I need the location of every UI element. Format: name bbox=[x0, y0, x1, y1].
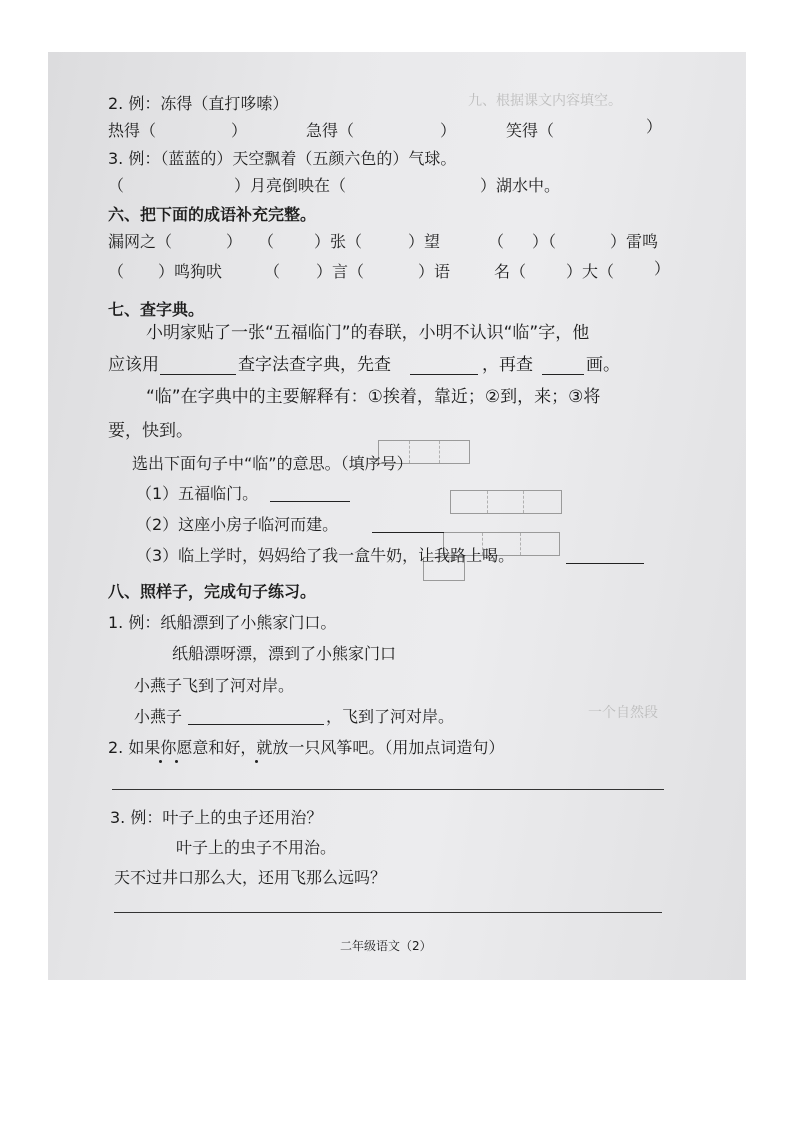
paren-close: ） bbox=[440, 121, 457, 140]
idiom-part: （ bbox=[488, 232, 505, 251]
s7-item-2: （2）这座小房子临河而建。 bbox=[136, 515, 339, 534]
idiom-part: （ bbox=[264, 262, 281, 281]
q3-example: 3. 例：（蓝蓝的）天空飘着（五颜六色的）气球。 bbox=[108, 149, 457, 168]
emphasis-dot bbox=[159, 760, 162, 763]
s8-q1-example: 1. 例：纸船漂到了小熊家门口。 bbox=[108, 613, 337, 632]
idiom-part: 漏网之（ bbox=[108, 232, 173, 251]
answer-blank[interactable] bbox=[270, 501, 350, 502]
idiom-part: ）（ bbox=[532, 232, 557, 251]
paren-close: ） bbox=[231, 121, 248, 140]
s8-q1-fill-b: ，飞到了河对岸。 bbox=[326, 707, 455, 726]
bleed-through-text: 一个自然段 bbox=[588, 705, 658, 721]
section-6-title: 六、把下面的成语补充完整。 bbox=[108, 205, 317, 224]
s7-paragraph-2a: “临”在字典中的主要解释有：①挨着，靠近；②到，来；③将 bbox=[146, 387, 601, 407]
s7-paragraph-2b: 要，快到。 bbox=[108, 421, 193, 441]
section-7-title: 七、查字典。 bbox=[108, 300, 205, 319]
bleed-through-text: 九、根据课文内容填空。 bbox=[468, 93, 622, 109]
q3-fill-b: ）湖水中。 bbox=[480, 176, 561, 195]
q3-fill-a: ）月亮倒映在（ bbox=[234, 176, 347, 195]
page-footer: 二年级语文（2） bbox=[340, 939, 432, 953]
idiom-part: ） bbox=[654, 259, 671, 278]
answer-blank[interactable] bbox=[410, 374, 478, 375]
idiom-part: （ bbox=[108, 262, 125, 281]
idiom-part: （ bbox=[258, 232, 275, 251]
q2-fill-b: 急得（ bbox=[306, 121, 355, 140]
s7-text: 应该用 bbox=[108, 355, 159, 375]
q2-example: 2. 例：冻得（直打哆嗦） bbox=[108, 94, 289, 113]
idiom-part: ）张（ bbox=[314, 232, 363, 251]
section-8-title: 八、照样子，完成句子练习。 bbox=[108, 582, 317, 601]
s8-q1-given: 小燕子飞到了河对岸。 bbox=[134, 676, 295, 695]
answer-blank[interactable] bbox=[372, 532, 444, 533]
s7-prompt: 选出下面句子中“临”的意思。（填序号） bbox=[132, 454, 413, 473]
idiom-part: ）言（ bbox=[316, 262, 365, 281]
idiom-part: 名（ bbox=[494, 262, 527, 281]
idiom-part: ）鸣狗吠 bbox=[158, 262, 223, 281]
q3-paren-open: （ bbox=[108, 176, 125, 195]
s7-text: 画。 bbox=[586, 355, 620, 375]
s8-q1-example-2: 纸船漂呀漂，漂到了小熊家门口 bbox=[172, 644, 397, 663]
s8-q3-example-2: 叶子上的虫子不用治。 bbox=[176, 838, 337, 857]
idiom-part: ）大（ bbox=[566, 262, 615, 281]
s8-q1-fill-a: 小燕子 bbox=[134, 707, 183, 726]
idiom-part: ）望 bbox=[408, 232, 441, 251]
answer-blank[interactable] bbox=[188, 724, 324, 725]
emphasis-dot bbox=[255, 760, 258, 763]
answer-line[interactable] bbox=[114, 912, 662, 913]
s7-paragraph-1a: 小明家贴了一张“五福临门”的春联，小明不认识“临”字，他 bbox=[146, 323, 590, 343]
idiom-part: ） bbox=[226, 232, 243, 251]
bleed-grid bbox=[450, 490, 562, 514]
emphasis-dot bbox=[175, 760, 178, 763]
idiom-part: ）语 bbox=[418, 262, 451, 281]
s7-item-3: （3）临上学时，妈妈给了我一盒牛奶，让我路上喝。 bbox=[136, 546, 515, 565]
s8-q2: 2. 如果你愿意和好，就放一只风筝吧。（用加点词造句） bbox=[108, 738, 505, 757]
answer-blank[interactable] bbox=[160, 374, 236, 375]
s7-text: 查字法查字典，先查 bbox=[238, 355, 391, 375]
q2-fill-a: 热得（ bbox=[108, 121, 157, 140]
s7-item-1: （1）五福临门。 bbox=[136, 484, 259, 503]
s8-q3-example: 3. 例：叶子上的虫子还用治？ bbox=[110, 808, 323, 827]
q2-fill-c: 笑得（ bbox=[506, 121, 555, 140]
idiom-part: ）雷鸣 bbox=[610, 232, 659, 251]
s7-text: ，再查 bbox=[482, 355, 533, 375]
answer-line[interactable] bbox=[112, 789, 664, 790]
answer-blank[interactable] bbox=[566, 563, 644, 564]
exam-page bbox=[48, 52, 746, 980]
answer-blank[interactable] bbox=[542, 374, 584, 375]
paren-close: ） bbox=[646, 117, 663, 136]
s8-q3-given: 天不过井口那么大，还用飞那么远吗？ bbox=[114, 868, 387, 887]
